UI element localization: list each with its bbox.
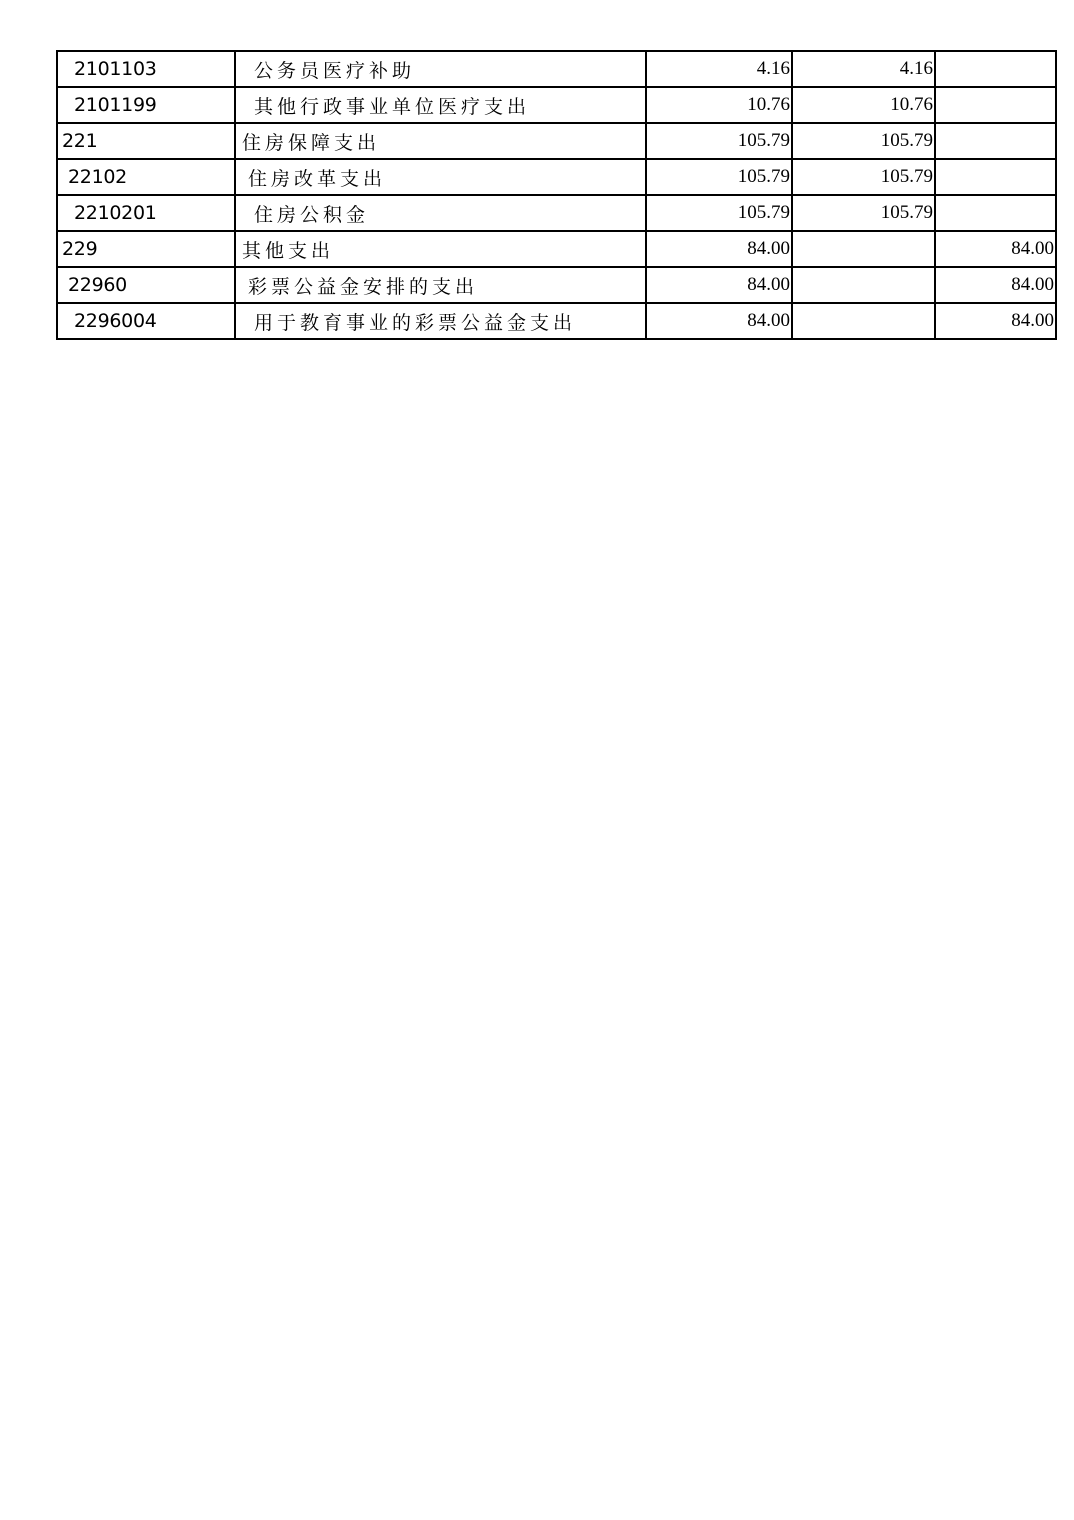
subject-name-cell: 其他行政事业单位医疗支出 [235,87,646,123]
subject-code-cell: 22102 [57,159,235,195]
basic-expenditure-cell [792,267,935,303]
table-row [57,87,1056,123]
subject-code-cell: 2101103 [57,51,235,87]
subject-name-cell: 住房保障支出 [235,123,646,159]
table-row [57,51,1056,87]
project-expenditure-cell: 84.00 [935,303,1056,339]
total-amount-cell: 105.79 [646,195,792,231]
subject-name-cell: 用于教育事业的彩票公益金支出 [235,303,646,339]
basic-expenditure-cell: 4.16 [792,51,935,87]
subject-code-cell: 229 [57,231,235,267]
total-amount-cell: 4.16 [646,51,792,87]
subject-code-cell: 2296004 [57,303,235,339]
subject-name-cell: 住房公积金 [235,195,646,231]
subject-name-cell: 彩票公益金安排的支出 [235,267,646,303]
basic-expenditure-cell: 105.79 [792,159,935,195]
basic-expenditure-cell: 105.79 [792,123,935,159]
table-row [57,303,1056,339]
subject-name-cell: 公务员医疗补助 [235,51,646,87]
project-expenditure-cell [935,51,1056,87]
subject-code-cell: 2210201 [57,195,235,231]
table-row [57,123,1056,159]
subject-code-cell: 2101199 [57,87,235,123]
total-amount-cell: 84.00 [646,231,792,267]
total-amount-cell: 105.79 [646,123,792,159]
project-expenditure-cell: 84.00 [935,231,1056,267]
subject-code-cell: 22960 [57,267,235,303]
basic-expenditure-cell: 10.76 [792,87,935,123]
subject-name-cell: 其他支出 [235,231,646,267]
budget-expenditure-table [56,50,1057,340]
project-expenditure-cell: 84.00 [935,267,1056,303]
total-amount-cell: 105.79 [646,159,792,195]
basic-expenditure-cell [792,303,935,339]
subject-code-cell: 221 [57,123,235,159]
project-expenditure-cell [935,159,1056,195]
basic-expenditure-cell [792,231,935,267]
basic-expenditure-cell: 105.79 [792,195,935,231]
project-expenditure-cell [935,195,1056,231]
subject-name-cell: 住房改革支出 [235,159,646,195]
total-amount-cell: 84.00 [646,303,792,339]
table-row [57,159,1056,195]
table-row [57,195,1056,231]
table-row [57,231,1056,267]
table-row [57,267,1056,303]
total-amount-cell: 84.00 [646,267,792,303]
project-expenditure-cell [935,87,1056,123]
project-expenditure-cell [935,123,1056,159]
total-amount-cell: 10.76 [646,87,792,123]
